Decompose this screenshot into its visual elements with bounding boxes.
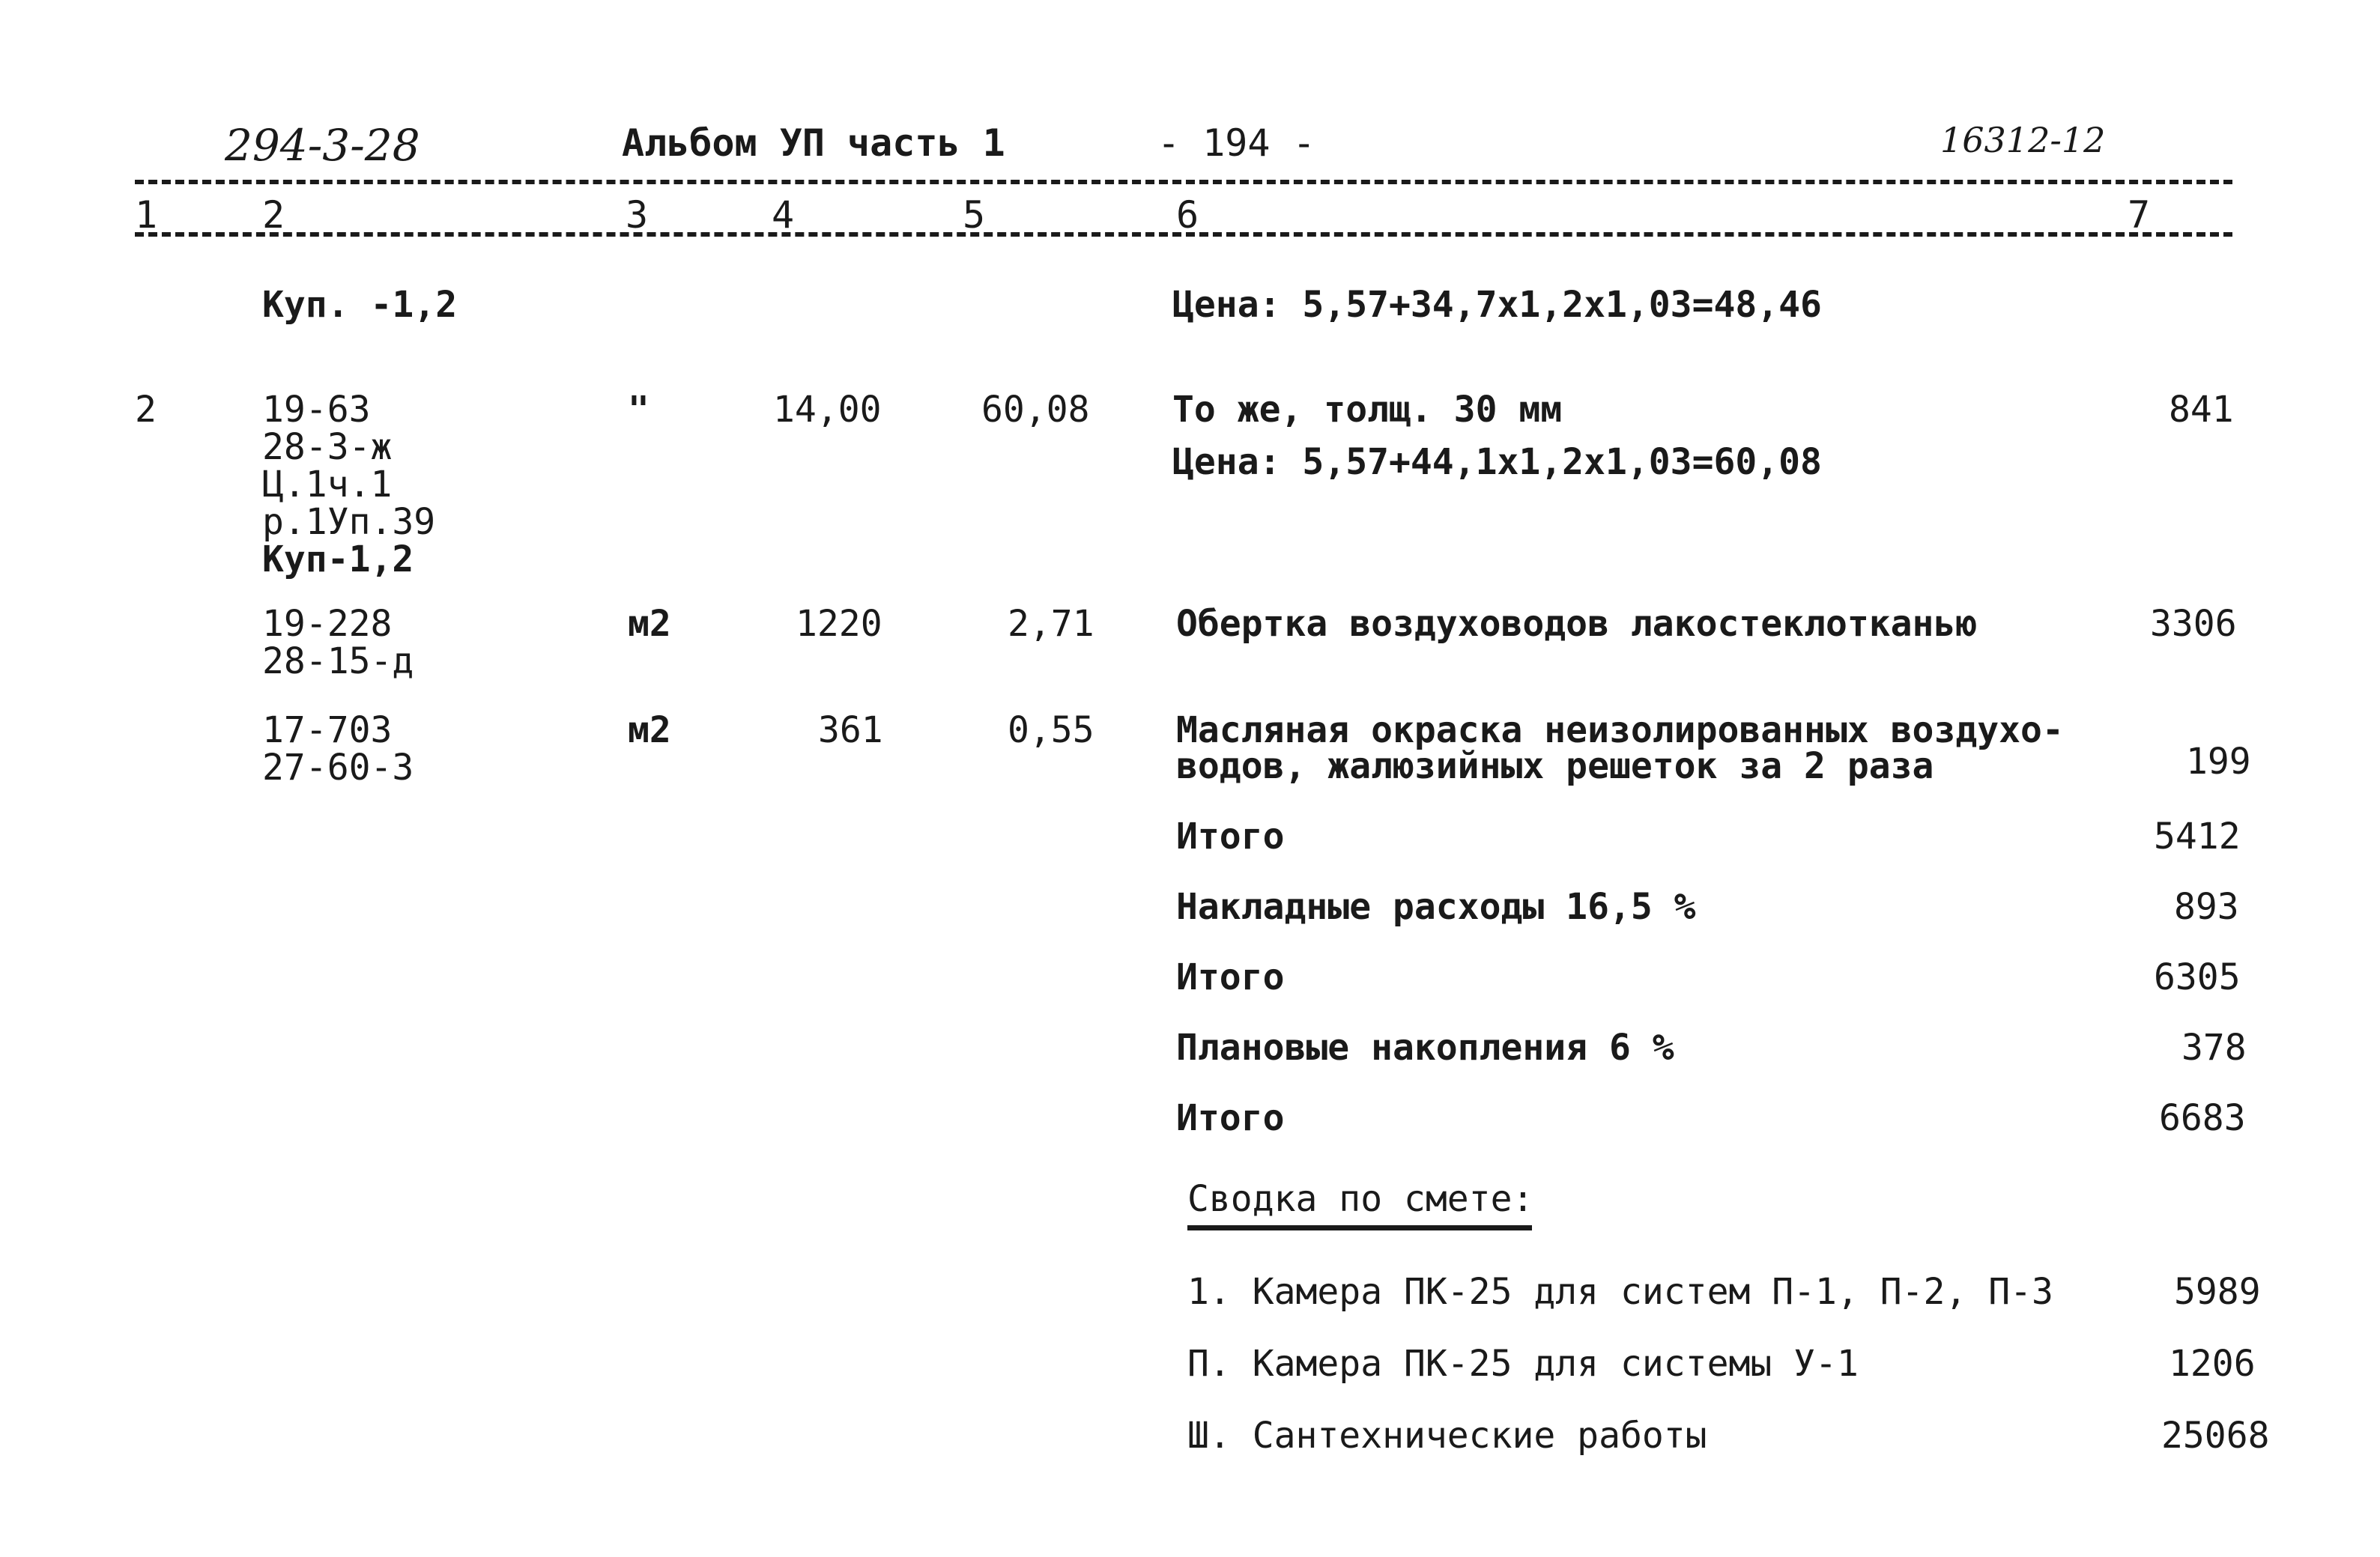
totals-label: Итого [1176,816,1285,858]
page-number: - 194 - [1157,121,1315,165]
totals-label: Итого [1176,956,1285,998]
row-ref: 28-15-д [262,640,414,682]
row-total: 199 [2186,741,2251,783]
row-ref: 27-60-3 [262,747,414,789]
totals-value: 893 [2174,886,2239,928]
column-number-6: 6 [1176,193,1199,237]
summary-item: 1. Камера ПК-25 для систем П-1, П-2, П-3 [1187,1271,2053,1313]
row-total: 3306 [2150,603,2237,645]
row-ref: Куп-1,2 [262,538,414,580]
row-total: 841 [2169,389,2234,431]
row-ref: р.1Уп.39 [262,501,436,543]
summary-value: 1206 [2169,1343,2256,1385]
column-number-7: 7 [2128,193,2151,237]
row-price: 0,55 [1008,709,1094,751]
doc-number: 16312-12 [1940,120,2106,160]
column-number-4: 4 [772,193,795,237]
row-ref: 17-703 [262,709,393,751]
totals-label: Накладные расходы 16,5 % [1176,886,1696,928]
header-rule-top [135,180,2232,184]
row-description: водов, жалюзийных решеток за 2 раза [1176,745,1934,787]
row-price: 2,71 [1008,603,1094,645]
summary-title: Сводка по смете: [1187,1178,1534,1220]
totals-value: 5412 [2154,816,2241,858]
row-ref: Ц.1ч.1 [262,464,393,506]
row-quantity: 14,00 [773,389,882,431]
row-description: Масляная окраска неизолированных воздухо- [1176,709,2064,751]
column-number-3: 3 [626,193,649,237]
row-unit: " [628,389,649,431]
row-number: 2 [135,389,157,431]
summary-title-underline [1187,1225,1532,1230]
album-title: Альбом УП часть 1 [622,121,1005,165]
column-number-5: 5 [963,193,986,237]
row-price: 60,08 [981,389,1090,431]
row-unit: м2 [628,603,671,645]
row-quantity: 361 [818,709,883,751]
row-description: Цена: 5,57+44,1х1,2х1,03=60,08 [1172,441,1822,483]
summary-item: Ш. Сантехнические работы [1187,1415,1707,1457]
row-ref: 28-3-ж [262,426,393,468]
row-quantity: 1220 [796,603,882,645]
row-description: То же, толщ. 30 мм [1172,389,1563,431]
summary-value: 25068 [2161,1415,2270,1457]
totals-label: Итого [1176,1097,1285,1139]
totals-value: 6305 [2154,956,2241,998]
header-rule-bottom [135,232,2232,237]
summary-item: П. Камера ПК-25 для системы У-1 [1187,1343,1859,1385]
column-number-2: 2 [262,193,285,237]
row-description: Обертка воздуховодов лакостеклотканью [1176,603,1978,645]
document-code: 294-3-28 [225,120,420,171]
summary-value: 5989 [2174,1271,2261,1313]
row-ref: 19-228 [262,603,393,645]
totals-value: 6683 [2159,1097,2246,1139]
totals-label: Плановые накопления 6 % [1176,1027,1674,1069]
totals-value: 378 [2181,1027,2247,1069]
preamble-desc: Цена: 5,57+34,7х1,2х1,03=48,46 [1172,284,1822,326]
preamble-ref: Куп. -1,2 [262,284,458,326]
column-number-1: 1 [135,193,158,237]
row-ref: 19-63 [262,389,371,431]
row-unit: м2 [628,709,671,751]
